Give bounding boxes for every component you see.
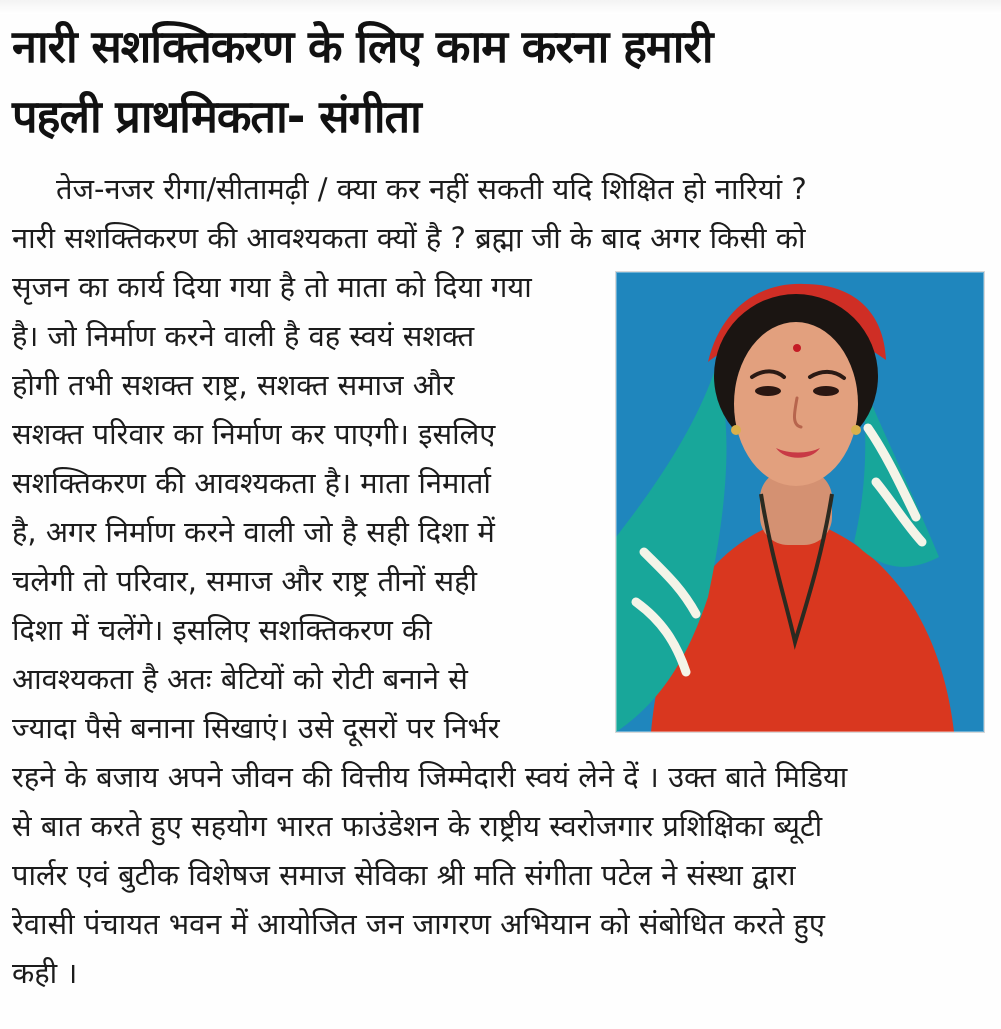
article-line: है। जो निर्माण करने वाली है वह स्वयं सशक्त [12, 319, 475, 353]
headline [12, 12, 972, 152]
article-line: ज्यादा पैसे बनाना सिखाएं। उसे दूसरों पर निर्भर [12, 711, 500, 745]
article-line: से बात करते हुए सहयोग भारत फाउंडेशन के राष्ट्रीय स्वरोजगार प्रशिक्षिका ब्यूटी [12, 809, 823, 843]
earring-right [851, 425, 861, 435]
article-line: नारी सशक्तिकरण की आवश्यकता क्यों है ? ब्रह्मा जी के बाद अगर किसी को [12, 221, 806, 255]
bindi [793, 344, 801, 352]
article-line: तेज-नजर रीगा/सीतामढ़ी / क्या कर नहीं सकती यदि शिक्षित हो नारियां ? [56, 172, 807, 206]
article-line: रेवासी पंचायत भवन में आयोजित जन जागरण अभियान को संबोधित करते हुए [12, 907, 825, 941]
article-line: पार्लर एवं बुटीक विशेषज समाज सेविका श्री मति संगीता पटेल ने संस्था द्वारा [12, 858, 796, 892]
article-line: आवश्यकता है अतः बेटियों को रोटी बनाने से [12, 662, 468, 696]
article-line: सशक्तिकरण की आवश्यकता है। माता निमार्ता [12, 466, 491, 500]
article-line: है, अगर निर्माण करने वाली जो है सही दिशा में [12, 515, 495, 549]
right-eye [813, 386, 839, 396]
headline-line-1: नारी सशक्तिकरण के लिए काम करना हमारी [12, 20, 713, 73]
article-line: दिशा में चलेंगे। इसलिए सशक्तिकरण की [12, 613, 432, 647]
earring-left [731, 425, 741, 435]
headline-line-2: पहली प्राथमिकता- संगीता [12, 90, 421, 143]
article-line: सृजन का कार्य दिया गया है तो माता को दिया गया [12, 270, 532, 304]
article-line: चलेगी तो परिवार, समाज और राष्ट्र तीनों सही [12, 564, 478, 598]
article-line: रहने के बजाय अपने जीवन की वित्तीय जिम्मेदारी स्वयं लेने दें । उक्त बाते मिडिया [12, 760, 848, 794]
portrait-photo [615, 271, 985, 733]
article-line: सशक्त परिवार का निर्माण कर पाएगी। इसलिए [12, 417, 496, 451]
woman-portrait-illustration [616, 272, 984, 732]
left-eye [755, 386, 781, 396]
article-line: होगी तभी सशक्त राष्ट्र, सशक्त समाज और [12, 368, 455, 402]
article-line: कही । [12, 956, 78, 990]
